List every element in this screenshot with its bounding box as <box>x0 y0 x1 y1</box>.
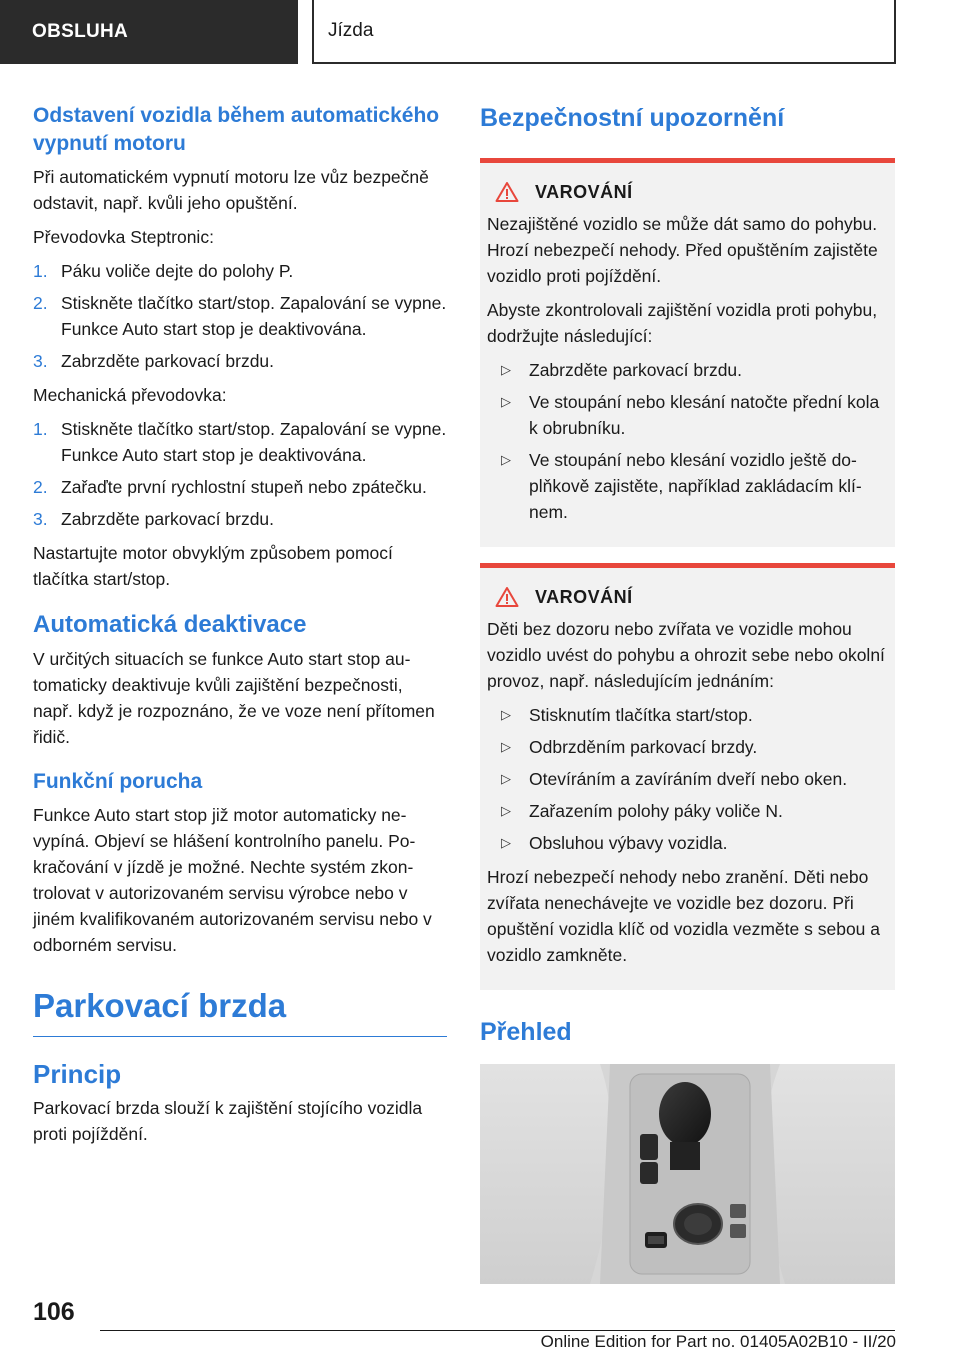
para-parking: Při automatickém vypnutí motoru lze vůz bezpečně odstavit, např. kvůli jeho opuštění. <box>33 167 429 213</box>
header-chapter: Jízda <box>312 0 896 64</box>
footer-edition: Online Edition for Part no. 01405A02B10 - II/20 <box>540 1332 896 1351</box>
para-restart: Nastartujte motor obvyklým způsobem pomocí tlačítka start/stop. <box>33 543 393 589</box>
heading-parking-during-stop: Odstavení vozidla během automatického vypnutí motoru <box>33 104 440 155</box>
list-item: 3. Zabrzděte parkovací brzdu. <box>33 509 275 529</box>
list-item: ▷ Zabrzděte parkovací brzdu. <box>501 357 887 383</box>
warning-list <box>501 702 887 856</box>
center-console-illustration <box>480 1064 895 1284</box>
label-manual: Mechanická převodovka: <box>33 385 227 405</box>
warning-text: Nezajištěné vozidlo se může dát samo do pohybu. Hrozí nebezpečí nehody. Před opuštěním zajistěte vozidlo proti pojíždění. <box>487 214 878 286</box>
left-column <box>33 102 447 1155</box>
triangle-right-icon: ▷ <box>501 803 511 818</box>
list-item: ▷ Ve stoupání nebo klesání natočte přední kola k obrubníku. <box>501 389 887 441</box>
footer-divider <box>100 1330 895 1331</box>
list-item: ▷ Ve stoupání nebo klesání vozidlo ještě doplňkově zajistěte, například zakládacím klínem. <box>501 447 887 525</box>
heading-safety-notes: Bezpečnostní upozornění <box>480 104 785 132</box>
triangle-right-icon: ▷ <box>501 394 511 409</box>
heading-malfunction: Funkční porucha <box>33 770 203 793</box>
heading-overview: Přehled <box>480 1018 572 1046</box>
list-item: 3. Zabrzděte parkovací brzdu. <box>33 351 275 371</box>
triangle-right-icon: ▷ <box>501 771 511 786</box>
header-section-tab: OBSLUHA <box>0 0 298 64</box>
triangle-right-icon: ▷ <box>501 362 511 377</box>
warning-list <box>501 357 887 525</box>
list-item: 1. Páku voliče dejte do polohy P. <box>33 261 294 281</box>
heading-parking-brake: Parkovací brzda <box>33 986 447 1037</box>
list-item: ▷ Obsluhou výbavy vozidla. <box>501 830 887 856</box>
triangle-right-icon: ▷ <box>501 835 511 850</box>
warning-triangle-icon <box>495 586 519 608</box>
list-item: 2. Stiskněte tlačítko start/stop. Zapalování se vypne. Funkce Auto start stop je deaktivována. <box>33 293 447 339</box>
warning-text: Abyste zkontrolovali zajištění vozidla proti pohybu, dodržujte následující: <box>487 300 878 346</box>
heading-auto-deactivation: Automatická deaktivace <box>33 611 307 638</box>
para-malfunction: Funkce Auto start stop již motor automaticky nevypíná. Objeví se hlášení kontrolního panelu. Pokračování v jízdě je možné. Nechte systém zkontrolovat v autorizovaném servisu výrobce nebo v jiném kvalifikovaném autorizovaném servisu nebo v odborném servisu. <box>33 805 432 955</box>
list-item: ▷ Stisknutím tlačítka start/stop. <box>501 702 887 728</box>
label-steptronic: Převodovka Steptronic: <box>33 227 214 247</box>
warning-triangle-icon <box>495 181 519 203</box>
warning-title: VAROVÁNÍ <box>495 181 887 203</box>
right-column <box>480 102 895 1284</box>
warning-text: Hrozí nebezpečí nehody nebo zranění. Děti nebo zvířata nenechávejte ve vozidle bez dozoru. Při opuštění vozidla klíč od vozidla vezměte s sebou a vozidlo zamkněte. <box>487 867 880 965</box>
list-item: ▷ Zařazením polohy páky voliče N. <box>501 798 887 824</box>
triangle-right-icon: ▷ <box>501 452 511 467</box>
list-item: ▷ Otevíráním a zavíráním dveří nebo oken. <box>501 766 887 792</box>
warning-title: VAROVÁNÍ <box>495 586 887 608</box>
triangle-right-icon: ▷ <box>501 739 511 754</box>
heading-principle: Princip <box>33 1059 122 1089</box>
list-item: 2. Zařaďte první rychlostní stupeň nebo zpátečku. <box>33 477 427 497</box>
center-console-photo <box>480 1064 895 1284</box>
list-item: 1. Stiskněte tlačítko start/stop. Zapalování se vypne. Funkce Auto start stop je deaktivována. <box>33 419 447 465</box>
triangle-right-icon: ▷ <box>501 707 511 722</box>
para-principle: Parkovací brzda slouží k zajištění stojícího vozidla proti pojíždění. <box>33 1098 423 1144</box>
warning-box-2 <box>480 563 895 990</box>
para-auto-deactivation: V určitých situacích se funkce Auto start stop automaticky deaktivuje kvůli zajištění bezpečnosti, např. když je rozpoznáno, že ve voze není přítomen řidič. <box>33 649 435 747</box>
warning-box-1 <box>480 158 895 547</box>
steptronic-steps <box>33 258 447 374</box>
list-item: ▷ Odbrzděním parkovací brzdy. <box>501 734 887 760</box>
warning-text: Děti bez dozoru nebo zvířata ve vozidle mohou vozidlo uvést do pohybu a ohrozit sebe nebo okolní provoz, např. následujícím jednáním: <box>487 619 885 691</box>
manual-steps <box>33 416 447 532</box>
page-number: 106 <box>33 1298 75 1326</box>
